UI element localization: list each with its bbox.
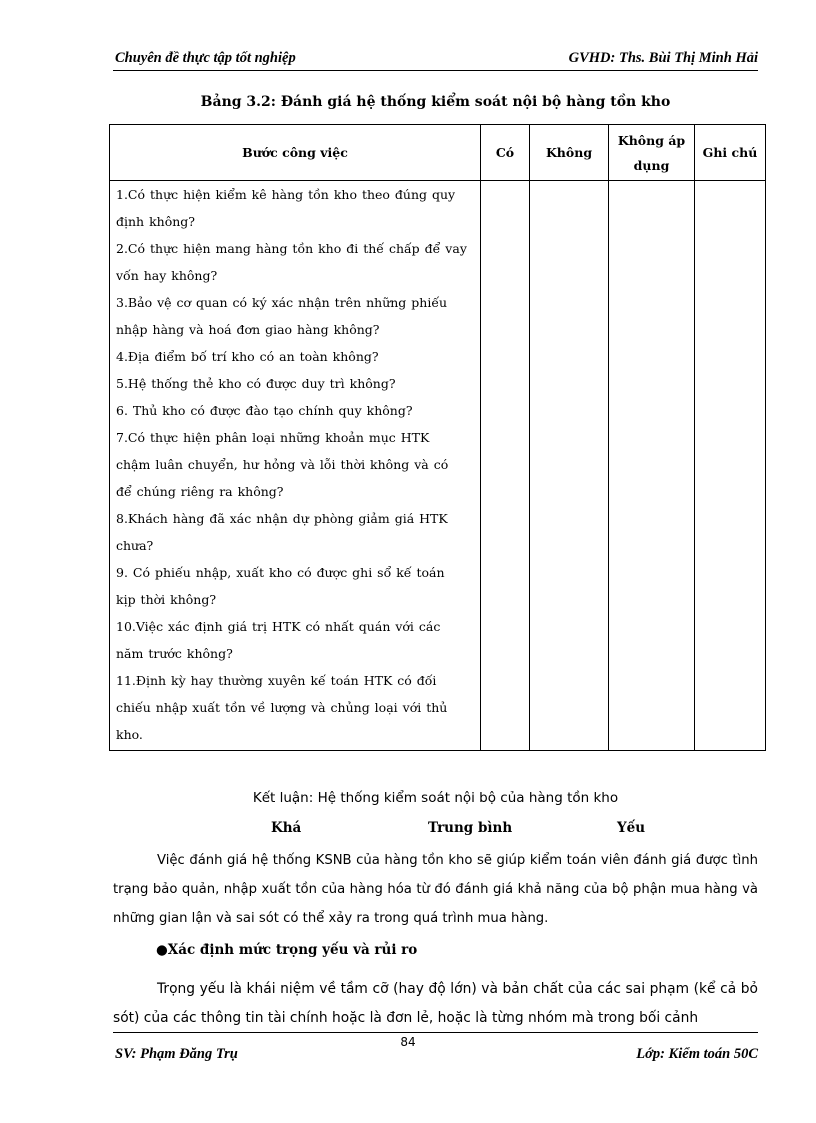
evaluation-paragraph: Việc đánh giá hệ thống KSNB của hàng tồn kho sẽ giúp kiểm toán viên đánh giá được tình trạng bảo quản, nhập xuất tồn của hàng hóa từ đó đánh giá khả năng của bộ phận mua hàng và những gian lận và sai sót có thể xảy ra trong quá trình mua hàng. [113, 853, 758, 926]
question-line: 10.Việc xác định giá trị HTK có nhất quán với các [116, 619, 441, 634]
question-line: 8.Khách hàng đã xác nhận dự phòng giảm giá HTK [116, 511, 448, 526]
option-average: Trung bình [428, 820, 513, 836]
question-line: năm trước không? [116, 646, 233, 661]
header-divider [113, 70, 758, 71]
answer-not-applicable-cell[interactable] [609, 181, 695, 751]
question-line: 9. Có phiếu nhập, xuất kho có được ghi sổ kế toán [116, 565, 445, 580]
question-line: 6. Thủ kho có được đào tạo chính quy không? [116, 403, 413, 418]
question-line: 1.Có thực hiện kiểm kê hàng tồn kho theo đúng quy [116, 187, 456, 202]
internal-control-checklist-table [109, 124, 766, 751]
page-number: 84 [400, 1035, 416, 1049]
questions-cell [110, 181, 481, 751]
column-header-not-applicable: Không áp dụng [609, 125, 695, 181]
question-line: vốn hay không? [116, 268, 218, 283]
footer-divider [113, 1032, 758, 1033]
question-line: chậm luân chuyển, hư hỏng và lỗi thời không và có [116, 457, 449, 472]
question-line: 2.Có thực hiện mang hàng tồn kho đi thế chấp để vay [116, 241, 467, 256]
section-heading-materiality-risk: ●Xác định mức trọng yếu và rủi ro [156, 942, 418, 958]
column-header-yes: Có [481, 125, 530, 181]
question-line: nhập hàng và hoá đơn giao hàng không? [116, 322, 380, 337]
header-supervisor: GVHD: Ths. Bùi Thị Minh Hải [568, 50, 758, 66]
column-header-notes: Ghi chú [695, 125, 766, 181]
question-line: 3.Bảo vệ cơ quan có ký xác nhận trên những phiếu [116, 295, 448, 310]
answer-no-cell[interactable] [530, 181, 609, 751]
option-good: Khá [271, 820, 302, 836]
footer-class: Lớp: Kiểm toán 50C [636, 1046, 758, 1062]
table-header-row [110, 125, 766, 181]
question-line: kho. [116, 727, 143, 742]
column-header-no: Không [530, 125, 609, 181]
option-weak: Yếu [617, 820, 646, 836]
page-header [113, 48, 758, 70]
footer-student: SV: Phạm Đăng Trụ [115, 1046, 238, 1062]
header-document-title: Chuyên đề thực tập tốt nghiệp [115, 50, 296, 66]
answer-yes-cell[interactable] [481, 181, 530, 751]
notes-cell[interactable] [695, 181, 766, 751]
question-line: định không? [116, 214, 195, 229]
question-line: 4.Địa điểm bố trí kho có an toàn không? [116, 349, 379, 364]
table-row [110, 181, 766, 751]
question-line: chưa? [116, 538, 154, 553]
materiality-paragraph: Trọng yếu là khái niệm về tầm cỡ (hay độ lớn) và bản chất của các sai phạm (kể cả bỏ sót) của các thông tin tài chính hoặc là đơn lẻ, hoặc là từng nhóm mà trong bối cảnh [113, 981, 758, 1026]
question-line: 7.Có thực hiện phân loại những khoản mục HTK [116, 430, 430, 445]
column-header-step: Bước công việc [110, 125, 481, 181]
question-line: để chúng riêng ra không? [116, 484, 284, 499]
question-line: kịp thời không? [116, 592, 217, 607]
question-line: 5.Hệ thống thẻ kho có được duy trì không? [116, 376, 396, 391]
question-line: 11.Định kỳ hay thường xuyên kế toán HTK có đối [116, 673, 437, 688]
table-caption: Bảng 3.2: Đánh giá hệ thống kiểm soát nội bộ hàng tồn kho [200, 94, 671, 110]
conclusion-text: Kết luận: Hệ thống kiểm soát nội bộ của hàng tồn kho [252, 790, 619, 806]
question-list [116, 181, 474, 748]
question-line: chiếu nhập xuất tồn về lượng và chủng loại với thủ [116, 700, 448, 715]
